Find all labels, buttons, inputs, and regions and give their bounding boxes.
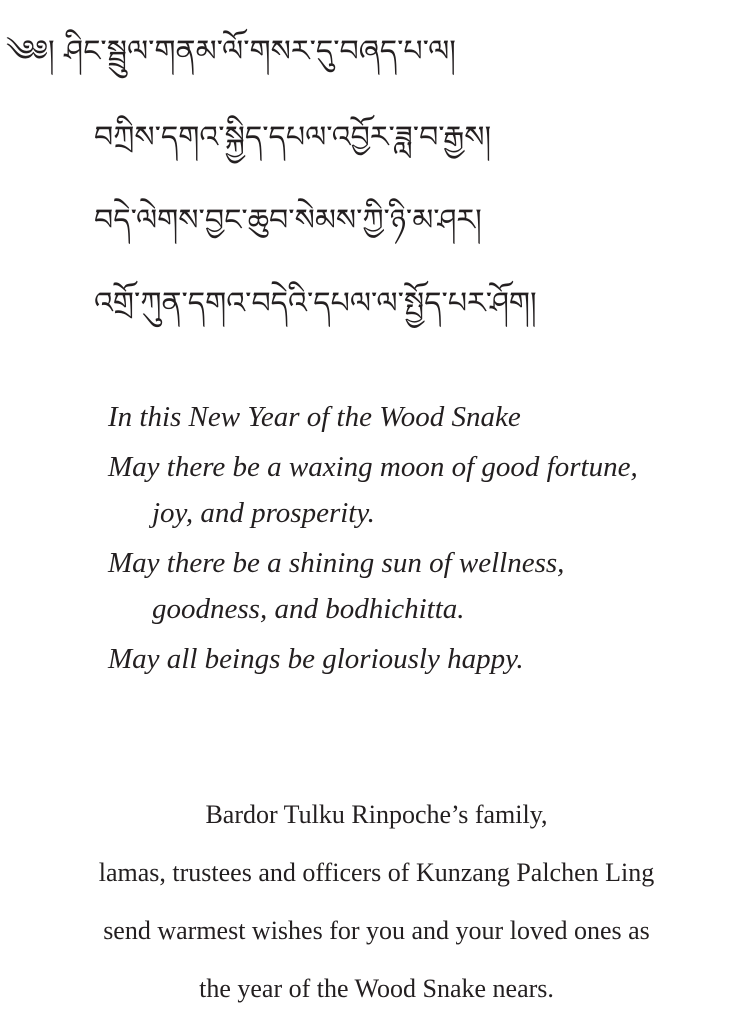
tibetan-line-4: འགྲོ་ཀུན་དགའ་བདེའི་དཔལ་ལ་སྤྱོད་པར་ཤོག། [94, 286, 537, 321]
dedication-line-1: Bardor Tulku Rinpoche’s family, [205, 800, 548, 829]
tibetan-line-3: བདེ་ལེགས་བྱང་ཆུབ་སེམས་ཀྱི་ཉི་མ་ཤར། [94, 203, 482, 238]
tibetan-line-1: ༄༅། ཤིང་སྦྲུལ་གནམ་ལོ་གསར་དུ་བཞད་པ་ལ། [6, 34, 456, 69]
dedication-line-4: the year of the Wood Snake nears. [199, 974, 554, 1003]
verse-line-2: May there be a waxing moon of good fortune, [108, 451, 638, 483]
english-verse [108, 392, 748, 684]
dedication-line-2: lamas, trustees and officers of Kunzang Palchen Ling [98, 858, 655, 887]
verse-line-3-continuation: goodness, and bodhichitta. [152, 593, 465, 625]
verse-line-1: In this New Year of the Wood Snake [108, 401, 521, 433]
verse-line-4: May all beings be gloriously happy. [108, 643, 524, 675]
verse-line-3: May there be a shining sun of wellness, [108, 547, 565, 579]
dedication-message [0, 786, 753, 1018]
dedication-line-3: send warmest wishes for you and your loved ones as [103, 916, 650, 945]
verse-line-2-continuation: joy, and prosperity. [152, 497, 375, 529]
tibetan-line-2: བཀྲིས་དགའ་སྐྱིད་དཔལ་འབྱོར་ཟླ་བ་རྒྱས། [94, 120, 492, 155]
